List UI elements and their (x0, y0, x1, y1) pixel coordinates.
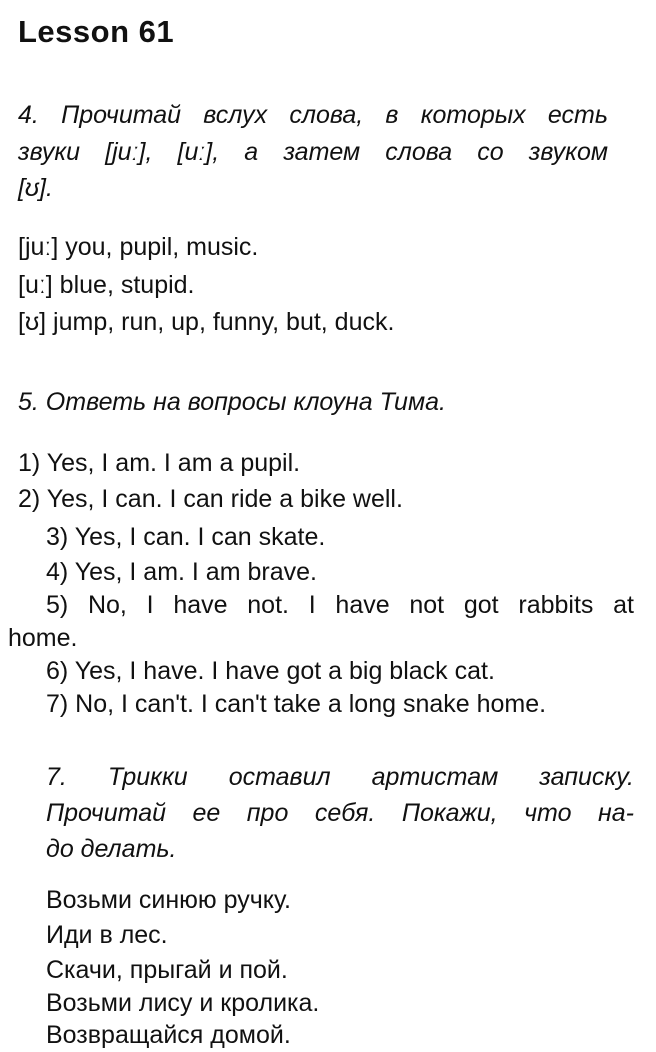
task-7-note-line: Иди в лес. (46, 921, 168, 949)
task-4-instruction-line: [ʊ]. (18, 174, 53, 202)
task-5-answer: 7) No, I can't. I can't take a long snake home. (46, 690, 547, 718)
task-5-answer: 1) Yes, I am. I am a pupil. (18, 449, 301, 477)
task-4-instruction-line: звуки [juː], [uː], а затем слова со звуком (18, 138, 608, 166)
task-7-note-line: Возьми лису и кролика. (46, 989, 320, 1017)
task-7-instruction-line: 7. Трикки оставил артистам записку. (46, 763, 634, 791)
task-4-instruction-line: 4. Прочитай вслух слова, в которых есть (18, 101, 608, 129)
task-7-note-line: Возвращайся домой. (46, 1021, 291, 1049)
lesson-title: Lesson 61 (18, 14, 175, 49)
task-7-instruction-line: до делать. (46, 835, 177, 863)
task-5-answer: 6) Yes, I have. I have got a big black cat. (46, 657, 495, 685)
task-4-word-line: [uː] blue, stupid. (18, 271, 195, 299)
task-5-instruction: 5. Ответь на вопросы клоуна Тима. (18, 388, 446, 416)
task-7-note-line: Возьми синюю ручку. (46, 886, 291, 914)
task-7-note-line: Скачи, прыгай и пой. (46, 956, 288, 984)
task-5-answer: 4) Yes, I am. I am brave. (46, 558, 317, 586)
task-5-answer: 2) Yes, I can. I can ride a bike well. (18, 485, 403, 513)
task-5-answer: 5) No, I have not. I have not got rabbits at (46, 591, 634, 619)
task-4-word-line: [ʊ] jump, run, up, funny, but, duck. (18, 308, 395, 336)
task-5-answer-continuation: home. (8, 624, 78, 652)
task-5-answer: 3) Yes, I can. I can skate. (46, 523, 326, 551)
task-4-word-line: [juː] you, pupil, music. (18, 233, 259, 261)
task-7-instruction-line: Прочитай ее про себя. Покажи, что на- (46, 799, 634, 827)
